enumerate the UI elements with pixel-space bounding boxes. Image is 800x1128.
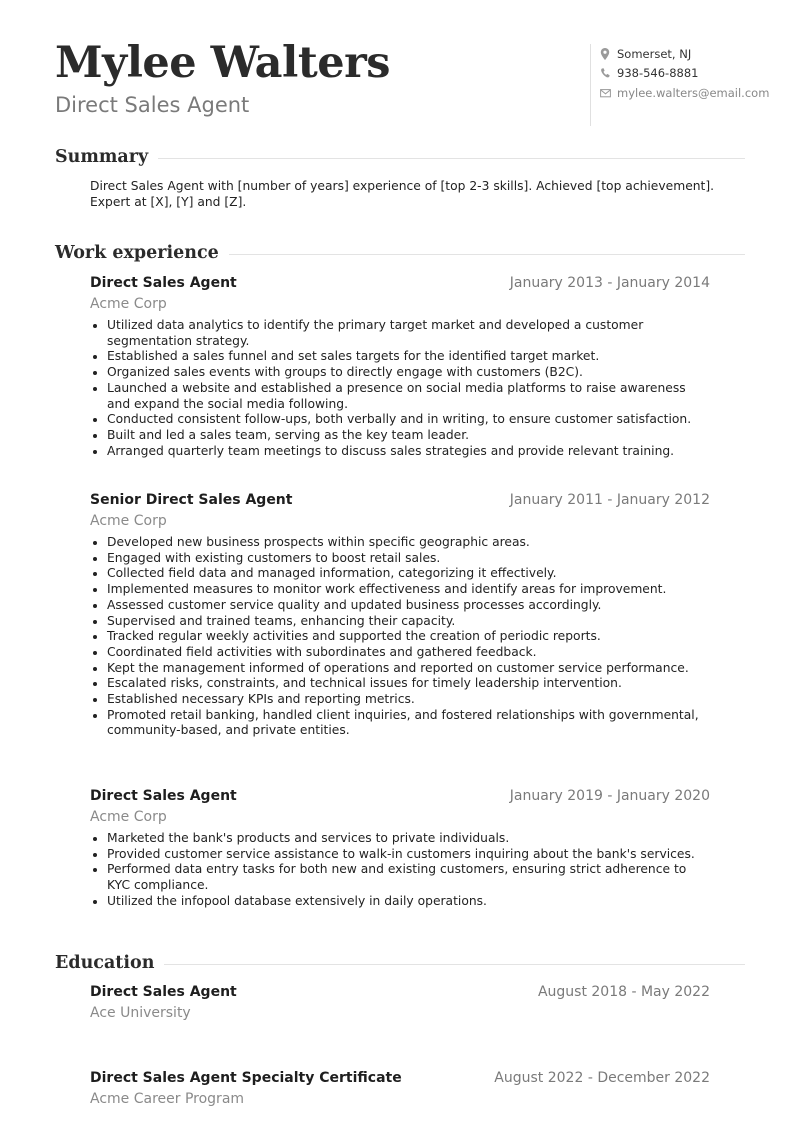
work-entry: [90, 788, 710, 910]
section-divider: [158, 158, 745, 159]
phone-text: 938-546-8881: [617, 66, 699, 81]
job-dates: January 2011 - January 2012: [509, 492, 710, 508]
email-link[interactable]: mylee.walters@email.com: [617, 85, 770, 100]
list-item: • Organized sales events with groups to directly engage with customers (B2C).: [107, 365, 710, 381]
section-divider: [229, 254, 745, 255]
education-section-header: [55, 953, 745, 973]
contact-location: [600, 44, 790, 64]
resume-header: [55, 40, 390, 117]
list-item: • Engaged with existing customers to boost retail sales.: [107, 551, 710, 567]
list-item: • Conducted consistent follow-ups, both verbally and in writing, to ensure customer satisfaction.: [107, 412, 710, 428]
contact-block: [590, 44, 790, 126]
education-dates: August 2022 - December 2022: [494, 1070, 710, 1086]
job-dates: January 2013 - January 2014: [509, 275, 710, 291]
list-item: • Marketed the bank's products and services to private individuals.: [107, 831, 710, 847]
education-entry: [90, 984, 710, 1021]
list-item: • Implemented measures to monitor work effectiveness and identify areas for improvement.: [107, 582, 710, 598]
list-item: • Utilized the infopool database extensively in daily operations.: [107, 894, 710, 910]
list-item: • Established necessary KPIs and reporting metrics.: [107, 692, 710, 708]
degree-title: Direct Sales Agent Specialty Certificate: [90, 1070, 402, 1086]
company-name: Acme Corp: [90, 809, 167, 825]
list-item: • Tracked regular weekly activities and supported the creation of periodic reports.: [107, 629, 710, 645]
job-bullet-list: [90, 535, 710, 739]
list-item: • Utilized data analytics to identify the primary target market and developed a customer segmentation strategy.: [107, 318, 710, 349]
job-dates: January 2019 - January 2020: [509, 788, 710, 804]
list-item: • Established a sales funnel and set sales targets for the identified target market.: [107, 349, 710, 365]
job-bullet-list: [90, 831, 710, 910]
list-item: • Launched a website and established a presence on social media platforms to raise awareness and expand the social media following.: [107, 381, 710, 412]
job-bullet-list: [90, 318, 710, 459]
degree-title: Direct Sales Agent: [90, 984, 237, 1000]
candidate-name: Mylee Walters: [55, 38, 390, 88]
job-title: Senior Direct Sales Agent: [90, 492, 293, 508]
list-item: • Arranged quarterly team meetings to discuss sales strategies and provide relevant training.: [107, 444, 710, 460]
list-item: • Supervised and trained teams, enhancing their capacity.: [107, 614, 710, 630]
list-item: • Developed new business prospects within specific geographic areas.: [107, 535, 710, 551]
section-title-summary: Summary: [55, 147, 149, 167]
candidate-title: Direct Sales Agent: [55, 93, 250, 118]
section-title-education: Education: [55, 953, 155, 973]
list-item: • Collected field data and managed information, categorizing it effectively.: [107, 566, 710, 582]
list-item: • Promoted retail banking, handled client inquiries, and fostered relationships with governmental, community-based, and private entities.: [107, 708, 710, 739]
location-text: Somerset, NJ: [617, 46, 692, 61]
company-name: Acme Corp: [90, 296, 167, 312]
location-pin-icon: [600, 48, 610, 60]
work-entry: [90, 492, 710, 739]
institution-name: Ace University: [90, 1005, 191, 1021]
section-title-work: Work experience: [55, 243, 219, 263]
education-entry: [90, 1070, 710, 1107]
education-dates: August 2018 - May 2022: [537, 984, 710, 1000]
work-section-header: [55, 243, 745, 263]
phone-icon: [600, 67, 610, 79]
list-item: • Kept the management informed of operations and reported on customer service performance.: [107, 661, 710, 677]
list-item: • Coordinated field activities with subordinates and gathered feedback.: [107, 645, 710, 661]
summary-section-header: [55, 147, 745, 167]
summary-text: Direct Sales Agent with [number of years] experience of [top 2-3 skills]. Achieved [top achievement]. Expert at [X], [Y] and [Z].: [90, 179, 715, 209]
job-title: Direct Sales Agent: [90, 788, 237, 804]
list-item: • Provided customer service assistance to walk-in customers inquiring about the bank's services.: [107, 847, 710, 863]
list-item: • Assessed customer service quality and updated business processes accordingly.: [107, 598, 710, 614]
institution-name: Acme Career Program: [90, 1091, 245, 1107]
contact-email: [600, 83, 790, 103]
contact-phone: [600, 64, 790, 84]
company-name: Acme Corp: [90, 513, 167, 529]
work-entry: [90, 275, 710, 459]
list-item: • Escalated risks, constraints, and technical issues for timely leadership intervention.: [107, 676, 710, 692]
list-item: • Built and led a sales team, serving as the key team leader.: [107, 428, 710, 444]
envelope-icon: [600, 87, 610, 99]
section-divider: [164, 964, 745, 965]
job-title: Direct Sales Agent: [90, 275, 237, 291]
list-item: • Performed data entry tasks for both new and existing customers, ensuring strict adherence to KYC compliance.: [107, 862, 710, 893]
